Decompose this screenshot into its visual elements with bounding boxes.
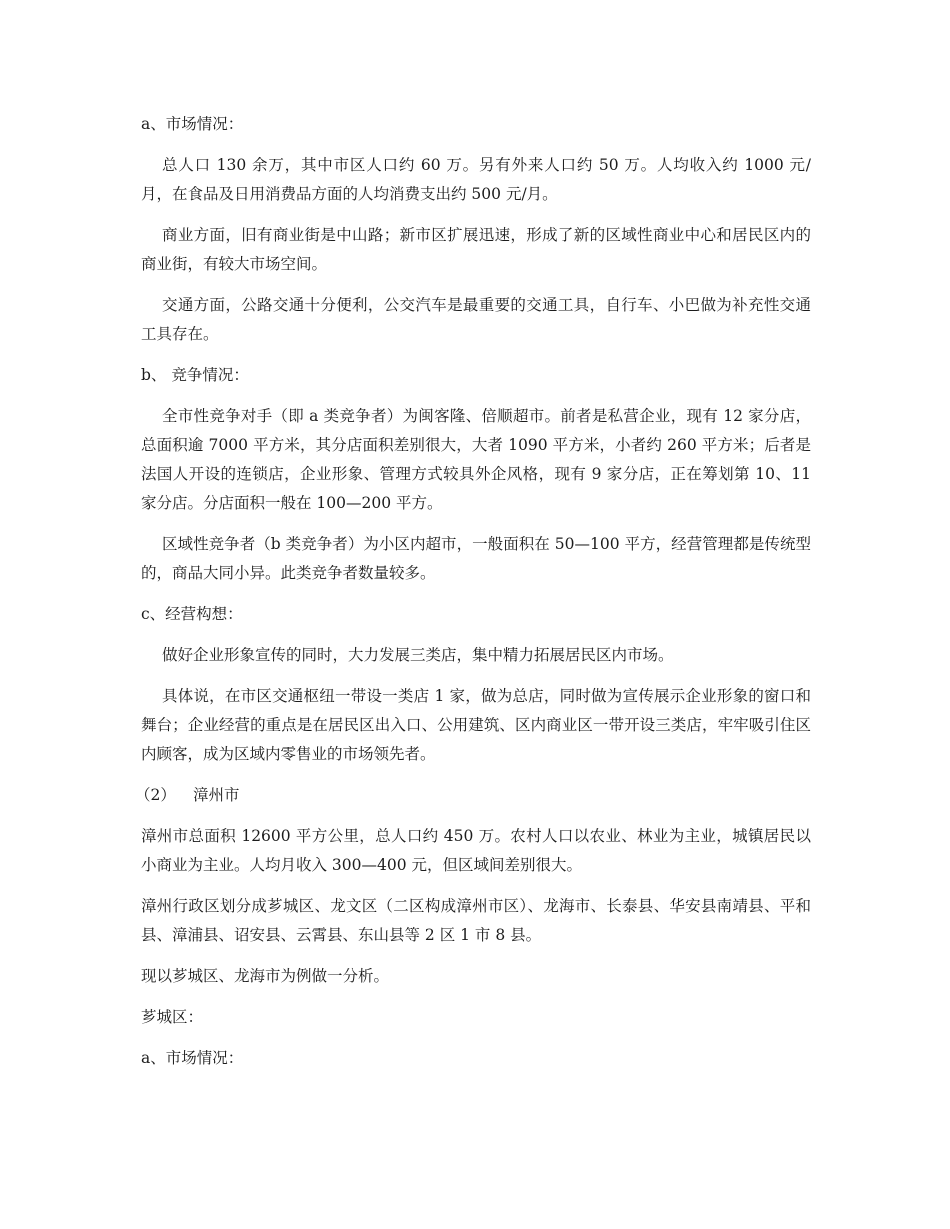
heading-business-concept: c、经营构想： [141,605,243,623]
paragraph-concept-1: 做好企业形象宣传的同时，大力发展三类店，集中精力拓展居民区内市场。 [162,646,674,664]
paragraph-zhangzhou-overview: 漳州市总面积 12600 平方公里，总人口约 450 万。农村人口以农业、林业为主业，城镇居民以小商业为主业。人均月收入 300—400 元，但区域间差别很大。 [141,827,811,874]
section-number: （2） [135,786,176,804]
paragraph-competition-b: 区域性竞争者（b 类竞争者）为小区内超市，一般面积在 50—100 平方，经营管理都是传统型的，商品大同小异。此类竞争者数量较多。 [141,535,811,582]
paragraph-transport: 交通方面，公路交通十分便利，公交汽车是最重要的交通工具，自行车、小巴做为补充性交通工具存在。 [141,296,811,343]
heading-competition: b、 竞争情况： [141,366,249,384]
heading-market-situation-2: a、市场情况： [141,1049,244,1067]
paragraph-commerce: 商业方面，旧有商业街是中山路；新市区扩展迅速，形成了新的区域性商业中心和居民区内的商业街，有较大市场空间。 [141,226,811,273]
paragraph-population: 总人口 130 余万，其中市区人口约 60 万。另有外来人口约 50 万。人均收入约 1000 元/月，在食品及日用消费品方面的人均消费支出约 500 元/月。 [141,156,811,203]
heading-market-situation: a、市场情况： [141,115,244,133]
paragraph-xiangcheng: 芗城区： [141,1008,204,1026]
document-body [135,110,811,1085]
section-title: 漳州市 [193,786,240,804]
paragraph-analysis-intro: 现以芗城区、龙海市为例做一分析。 [141,967,390,985]
paragraph-competition-a: 全市性竞争对手（即 a 类竞争者）为闽客隆、倍顺超市。前者是私营企业，现有 12 家分店，总面积逾 7000 平方米，其分店面积差别很大，大者 1090 平方米，小者约 260 平方米；后者是法国人开设的连锁店，企业形象、管理方式较具外企风格，现有 9 家分店，正在筹划第 10、11 家分店。分店面积一般在 100—200 平方。 [141,407,811,512]
section-heading-zhangzhou [135,781,811,810]
paragraph-zhangzhou-districts: 漳州行政区划分成芗城区、龙文区（二区构成漳州市区）、龙海市、长泰县、华安县南靖县、平和县、漳浦县、诏安县、云霄县、东山县等 2 区 1 市 8 县。 [141,897,811,944]
paragraph-concept-2: 具体说，在市区交通枢纽一带设一类店 1 家，做为总店，同时做为宣传展示企业形象的窗口和舞台；企业经营的重点是在居民区出入口、公用建筑、区内商业区一带开设三类店，牢牢吸引住区内顾客，成为区域内零售业的市场领先者。 [141,687,811,763]
